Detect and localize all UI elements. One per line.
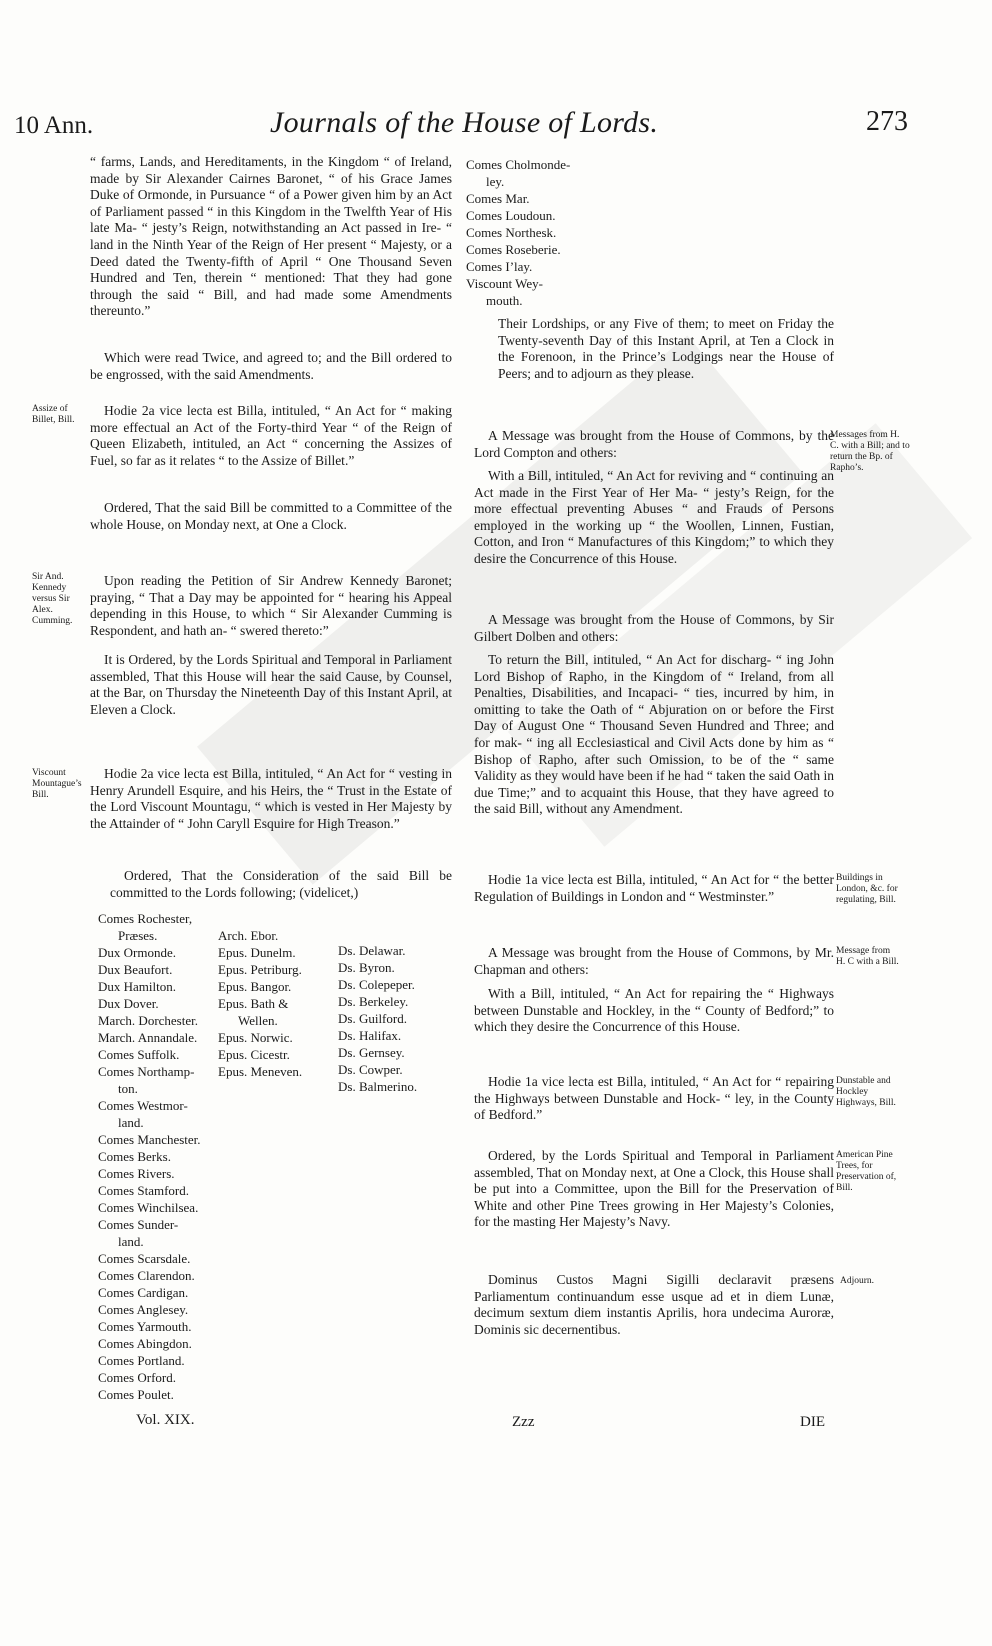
peer-name: land. bbox=[118, 1234, 144, 1249]
right-paragraph: Their Lordships, or any Five of them; to meet on Friday the Twenty-seventh Day of this Instant April, at Ten a Clock in the Forenoon, in the Prince’s Lodgings near the House of Peers; and to adjourn as they please. bbox=[498, 316, 834, 381]
peer-name: mouth. bbox=[486, 293, 523, 308]
margin-note-adjourn: Adjourn. bbox=[840, 1276, 875, 1286]
peer-name: Comes Winchilsea. bbox=[98, 1200, 199, 1215]
left-paragraph: Upon reading the Petition of Sir Andrew Kennedy Baronet; praying, “ That a Day may be appointed for “ hearing his Appeal depending in this House, to which “ Sir Alexander Cumming is Respondent, and hath an- “ swered thereto:” bbox=[90, 573, 452, 638]
peer-name: Comes Yarmouth. bbox=[98, 1319, 192, 1334]
right-paragraph: With a Bill, intituled, “ An Act for repairing the “ Highways between Dunstable and Hockley, in the “ County of Bedford;” to which they desire the Concurrence of this House. bbox=[474, 986, 834, 1035]
right-paragraph: A Message was brought from the House of Commons, by Sir Gilbert Dolben and others: bbox=[474, 612, 834, 644]
peer-name: Arch. Ebor. bbox=[218, 928, 279, 943]
peer-name: Epus. Dunelm. bbox=[218, 945, 296, 960]
peer-name: Ds. Guilford. bbox=[338, 1011, 407, 1026]
peer-name: Epus. Cicestr. bbox=[218, 1047, 290, 1062]
peer-name: Comes Portland. bbox=[98, 1353, 185, 1368]
peer-name: Epus. Bath & bbox=[218, 996, 289, 1011]
regnal-year: 10 Ann. bbox=[14, 112, 94, 139]
peer-name: Ds. Balmerino. bbox=[338, 1079, 418, 1094]
right-paragraph: With a Bill, intituled, “ An Act for reviving and “ continuing an Act made in the First Year of Her Ma- “ jesty’s Reign, for the more effectual preventing Abuses “ and Frauds of Persons employed in the working up “ the Woollen, Linnen, Fustian, Cotton, and Iron “ Manufactures of this Kingdom;” to which they desire the Concurrence of this House. bbox=[474, 468, 834, 566]
committee-order: Ordered, That the Consideration of the said Bill be committed to the Lords following; (videlicet,) bbox=[110, 868, 452, 900]
peer-name: Comes Westmor- bbox=[98, 1098, 188, 1113]
volume-label: Vol. XIX. bbox=[136, 1412, 195, 1428]
peer-name: Epus. Norwic. bbox=[218, 1030, 293, 1045]
peers-column-bishops bbox=[218, 927, 302, 1080]
peer-name: Comes Scarsdale. bbox=[98, 1251, 191, 1266]
catchword: DIE bbox=[800, 1414, 825, 1430]
page-title: Journals of the House of Lords. bbox=[270, 106, 659, 139]
page-number: 273 bbox=[866, 106, 908, 137]
peer-name: Comes Abingdon. bbox=[98, 1336, 192, 1351]
peer-name: Dux Hamilton. bbox=[98, 979, 176, 994]
right-paragraph: A Message was brought from the House of Commons, by the Lord Compton and others: bbox=[474, 428, 834, 460]
left-paragraph: Hodie 2a vice lecta est Billa, intituled, “ An Act for “ vesting in Henry Arundell Esquire, and his Heirs, the “ Trust in the Estate of the Lord Viscount Mountagu, “ which is vested in Her Majesty by the Attainder of “ John Caryll Esquire for High Treason.” bbox=[90, 766, 452, 831]
right-paragraph: Hodie 1a vice lecta est Billa, intituled, “ An Act for “ repairing the Highways between Dunstable and Hock- “ ley, in the County of Bedford.” bbox=[474, 1074, 834, 1123]
peers-column-earls bbox=[98, 910, 201, 1403]
peer-name: Comes Sunder- bbox=[98, 1217, 179, 1232]
peer-name: Comes Northesk. bbox=[466, 225, 557, 240]
peer-name: Dux Ormonde. bbox=[98, 945, 176, 960]
peers-column-barons bbox=[338, 942, 417, 1095]
margin-note-message-hc: Message from H. C with a Bill. bbox=[836, 946, 899, 967]
peer-name: Comes Anglesey. bbox=[98, 1302, 189, 1317]
margin-note-mountague-bill: Viscount Mountague’s Bill. bbox=[32, 768, 82, 800]
peer-name: Comes Loudoun. bbox=[466, 208, 556, 223]
peer-name: Comes Clarendon. bbox=[98, 1268, 195, 1283]
peer-name: Comes Orford. bbox=[98, 1370, 176, 1385]
peers-column-continued bbox=[466, 156, 570, 309]
margin-note-messages: Messages from H. C. with a Bill; and to return the Bp. of Rapho’s. bbox=[830, 430, 910, 473]
left-paragraph: Which were read Twice, and agreed to; and the Bill ordered to be engrossed, with the said Amendments. bbox=[90, 350, 452, 382]
peer-name: Ds. Cowper. bbox=[338, 1062, 403, 1077]
signature-mark: Zzz bbox=[512, 1414, 535, 1430]
left-paragraph: Ordered, That the said Bill be committed to a Committee of the whole House, on Monday next, at One a Clock. bbox=[90, 500, 452, 532]
left-paragraph: “ farms, Lands, and Hereditaments, in the Kingdom “ of Ireland, made by Sir Alexander Cairnes Baronet, “ of his Grace James Duke of Ormonde, in Pursuance “ of a Power given him by an Act of Parliament passed “ in this Kingdom in the Twelfth Year of His late Ma- “ jesty’s Reign, notwithstanding an Act passed in Ire- “ land in the Ninth Year of the Reign of Her present “ Majesty, or a Deed dated the Twenty-fifth of April “ One Thousand Seven Hundred and Ten, therein “ mentioned: That they had gone through the said “ Bill, and had made some Amendments thereunto.” bbox=[90, 154, 452, 319]
peer-name: Comes Stamford. bbox=[98, 1183, 189, 1198]
right-paragraph: Ordered, by the Lords Spiritual and Temporal in Parliament assembled, That on Monday next, at One a Clock, this House shall be put into a Committee, upon the Bill for the Preservation of White and other Pine Trees growing in Her Majesty’s Colonies, for the masting Her Majesty’s Navy. bbox=[474, 1148, 834, 1230]
peer-name: Comes Roseberie. bbox=[466, 242, 561, 257]
peer-name: Comes Rochester, bbox=[98, 911, 193, 926]
peer-name: Ds. Gernsey. bbox=[338, 1045, 405, 1060]
peer-name: March. Dorchester. bbox=[98, 1013, 198, 1028]
peer-name: Comes Suffolk. bbox=[98, 1047, 180, 1062]
peer-name: Viscount Wey- bbox=[466, 276, 544, 291]
margin-note-pine-trees: American Pine Trees, for Preservation of, Bill. bbox=[836, 1150, 897, 1193]
peer-name: Dux Beaufort. bbox=[98, 962, 173, 977]
peer-name: Ds. Delawar. bbox=[338, 943, 406, 958]
margin-note-assize-billet: Assize of Billet, Bill. bbox=[32, 404, 75, 425]
peer-name: Comes Cardigan. bbox=[98, 1285, 189, 1300]
right-paragraph: Dominus Custos Magni Sigilli declaravit præsens Parliamentum continuandum esse usque ad et in diem Lunæ, decimum sextum diem instantis Aprilis, hora undecima Auroræ, Dominis sic decernentibus. bbox=[474, 1272, 834, 1337]
peer-name: land. bbox=[118, 1115, 144, 1130]
peer-name: Wellen. bbox=[238, 1013, 278, 1028]
peer-name: Ds. Colepeper. bbox=[338, 977, 415, 992]
peer-name: Epus. Meneven. bbox=[218, 1064, 303, 1079]
left-paragraph: Hodie 2a vice lecta est Billa, intituled, “ An Act for “ making more effectual an Act of the Forty-third Year “ of the Reign of Queen Elizabeth, intituled, an Act “ concerning the Assizes of Fuel, so far as it relates “ to the Assize of Billet.” bbox=[90, 403, 452, 468]
peer-name: Comes Poulet. bbox=[98, 1387, 174, 1402]
peer-name: Epus. Petriburg. bbox=[218, 962, 302, 977]
peer-name: Comes Northamp- bbox=[98, 1064, 195, 1079]
margin-note-kennedy-cumming: Sir And. Kennedy versus Sir Alex. Cumming. bbox=[32, 572, 73, 626]
peer-name: March. Annandale. bbox=[98, 1030, 198, 1045]
right-paragraph: A Message was brought from the House of Commons, by Mr. Chapman and others: bbox=[474, 945, 834, 977]
peer-name: Ds. Byron. bbox=[338, 960, 395, 975]
margin-note-buildings: Buildings in London, &c. for regulating, Bill. bbox=[836, 873, 898, 905]
peer-name: ley. bbox=[486, 174, 505, 189]
peer-name: Epus. Bangor. bbox=[218, 979, 292, 994]
peer-name: ton. bbox=[118, 1081, 138, 1096]
left-paragraph: It is Ordered, by the Lords Spiritual and Temporal in Parliament assembled, That this House will hear the said Cause, by Counsel, at the Bar, on Thursday the Nineteenth Day of this Instant April, at Eleven a Clock. bbox=[90, 652, 452, 717]
peer-name: Comes I’lay. bbox=[466, 259, 533, 274]
peer-name: Comes Mar. bbox=[466, 191, 530, 206]
right-paragraph: Hodie 1a vice lecta est Billa, intituled, “ An Act for “ the better Regulation of Buildings in London and “ Westminster.” bbox=[474, 872, 834, 904]
peer-name: Ds. Halifax. bbox=[338, 1028, 402, 1043]
peer-name: Comes Rivers. bbox=[98, 1166, 175, 1181]
peer-name: Comes Cholmonde- bbox=[466, 157, 571, 172]
peer-name: Dux Dover. bbox=[98, 996, 159, 1011]
peer-name: Præses. bbox=[118, 928, 158, 943]
margin-note-dunstable: Dunstable and Hockley Highways, Bill. bbox=[836, 1076, 896, 1108]
right-paragraph: To return the Bill, intituled, “ An Act for discharg- “ ing John Lord Bishop of Rapho, in the Kingdom of “ Ireland, from all Penalties, Disabilities, and Incapaci- “ ties, incurred by him, in omitting to take the Oath of “ Abjuration on or before the First Day of August One “ Thousand Seven Hundred and Three; and for mak- “ ing all Ecclesiastical and Civil Acts done by him as “ Bishop of Rapho, after such Omission, to be of the “ same Validity as they would have been if he had “ taken the said Oath in due Time;” and to acquaint this House, that they have agreed to the said Bill, without any Amendment. bbox=[474, 652, 834, 817]
peer-name: Comes Manchester. bbox=[98, 1132, 201, 1147]
peer-name: Ds. Berkeley. bbox=[338, 994, 409, 1009]
peer-name: Comes Berks. bbox=[98, 1149, 171, 1164]
